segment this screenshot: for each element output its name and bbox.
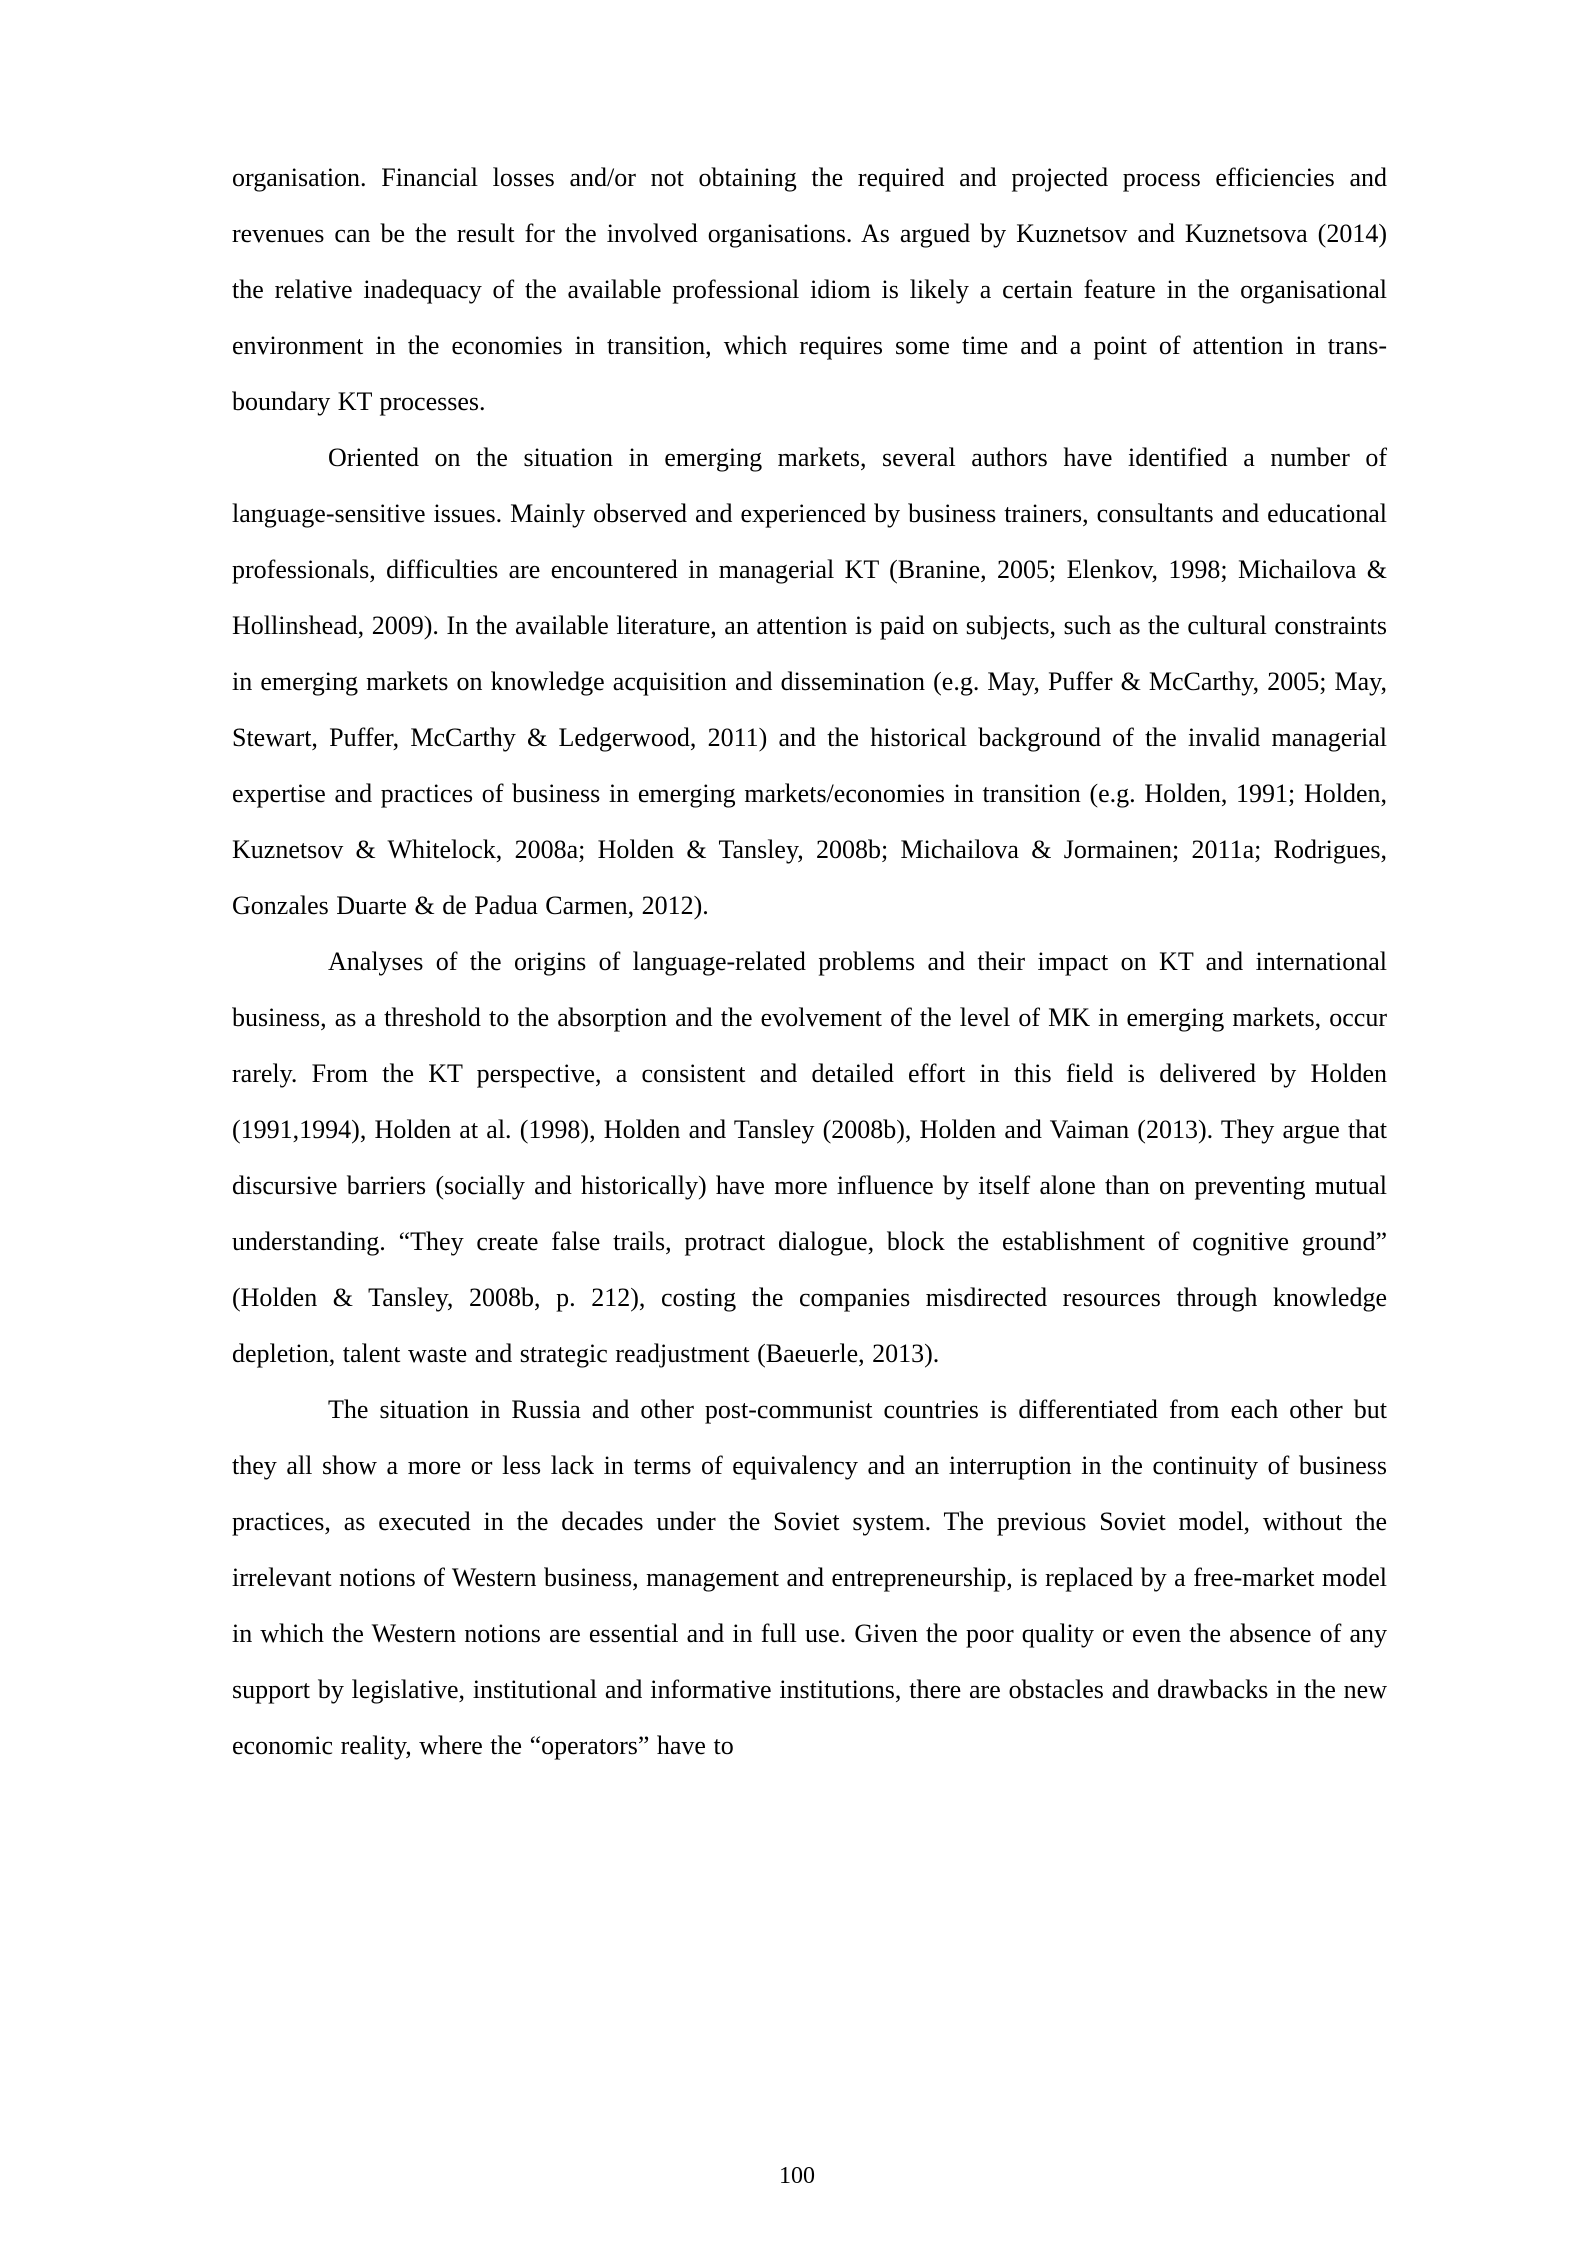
body-text	[232, 150, 1387, 1774]
paragraph: Analyses of the origins of language-related problems and their impact on KT and international business, as a threshold to the absorption and the evolvement of the level of MK in emerging markets, occur rarely. From the KT perspective, a consistent and detailed effort in this field is delivered by Holden (1991,1994), Holden at al. (1998), Holden and Tansley (2008b), Holden and Vaiman (2013). They argue that discursive barriers (socially and historically) have more influence by itself alone than on preventing mutual understanding. “They create false trails, protract dialogue, block the establishment of cognitive ground” (Holden & Tansley, 2008b, p. 212), costing the companies misdirected resources through knowledge depletion, talent waste and strategic readjustment (Baeuerle, 2013).	[232, 947, 1387, 1368]
page-number: 100	[779, 2163, 815, 2189]
paragraph: The situation in Russia and other post-communist countries is differentiated from each other but they all show a more or less lack in terms of equivalency and an interruption in the continuity of business practices, as executed in the decades under the Soviet system. The previous Soviet model, without the irrelevant notions of Western business, management and entrepreneurship, is replaced by a free-market model in which the Western notions are essential and in full use. Given the poor quality or even the absence of any support by legislative, institutional and informative institutions, there are obstacles and drawbacks in the new economic reality, where the “operators” have to	[232, 1395, 1387, 1760]
paragraph: organisation. Financial losses and/or not obtaining the required and projected process efficiencies and revenues can be the result for the involved organisations. As argued by Kuznetsov and Kuznetsova (2014) the relative inadequacy of the available professional idiom is likely a certain feature in the organisational environment in the economies in transition, which requires some time and a point of attention in trans-boundary KT processes.	[232, 163, 1387, 416]
paragraph: Oriented on the situation in emerging markets, several authors have identified a number of language-sensitive issues. Mainly observed and experienced by business trainers, consultants and educational professionals, difficulties are encountered in managerial KT (Branine, 2005; Elenkov, 1998; Michailova & Hollinshead, 2009). In the available literature, an attention is paid on subjects, such as the cultural constraints in emerging markets on knowledge acquisition and dissemination (e.g. May, Puffer & McCarthy, 2005; May, Stewart, Puffer, McCarthy & Ledgerwood, 2011) and the historical background of the invalid managerial expertise and practices of business in emerging markets/economies in transition (e.g. Holden, 1991; Holden, Kuznetsov & Whitelock, 2008a; Holden & Tansley, 2008b; Michailova & Jormainen; 2011a; Rodrigues, Gonzales Duarte & de Padua Carmen, 2012).	[232, 443, 1387, 920]
